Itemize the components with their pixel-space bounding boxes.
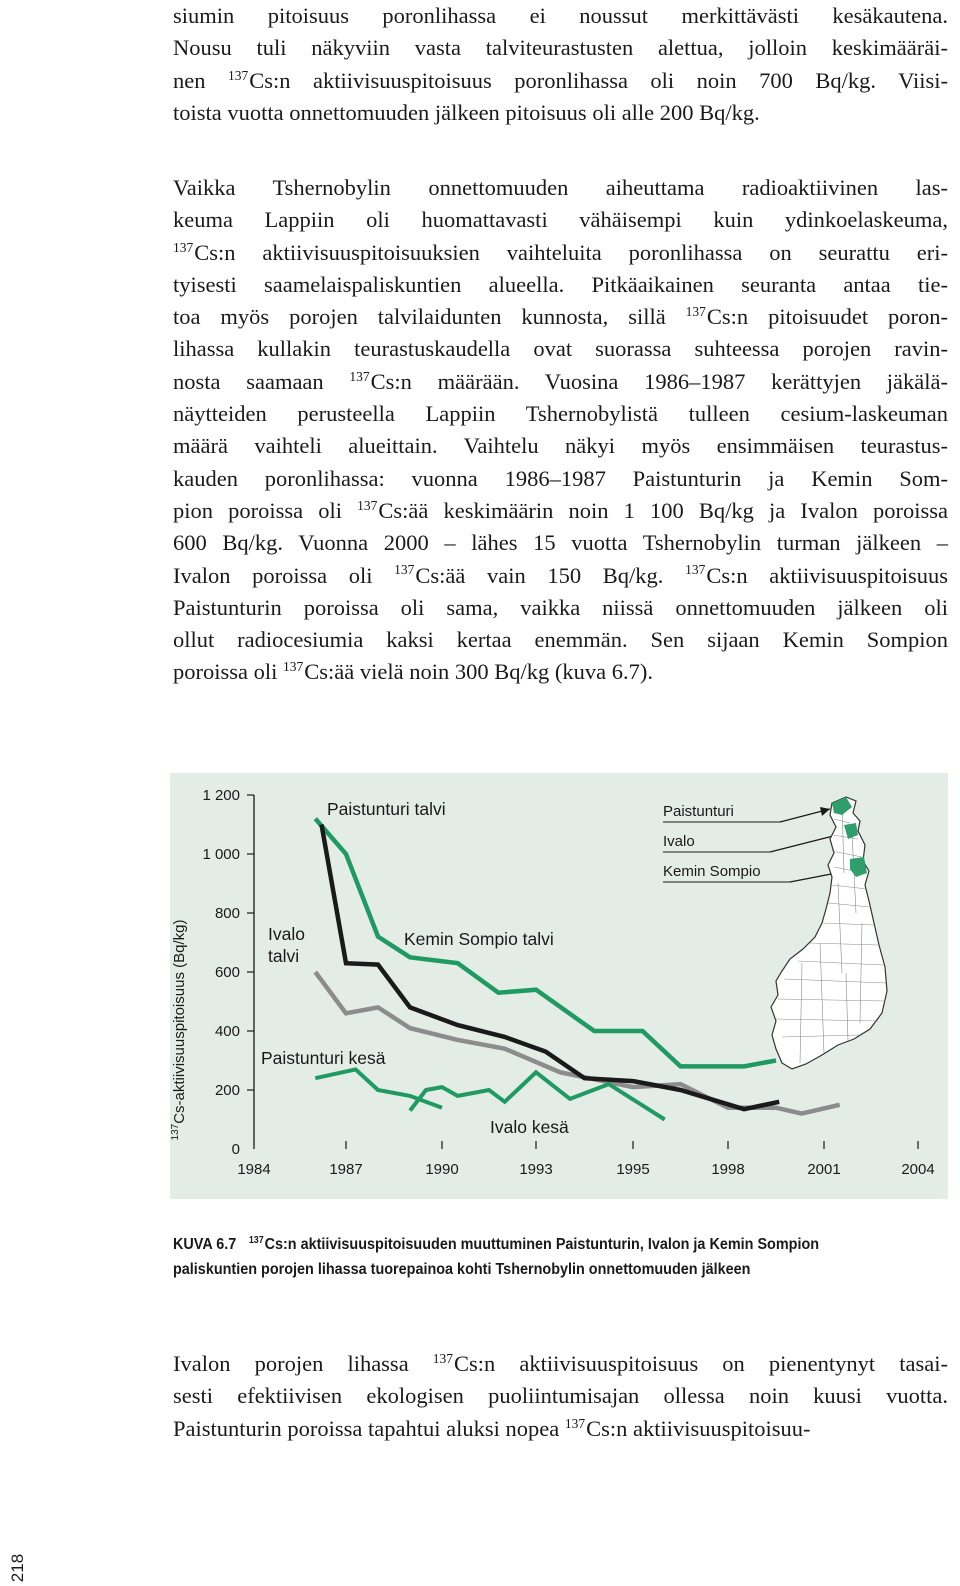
text-line bbox=[173, 527, 948, 559]
x-tick-label: 1990 bbox=[425, 1161, 459, 1178]
y-axis-label-sup: 137 bbox=[170, 1123, 181, 1141]
text-line bbox=[173, 1380, 948, 1412]
x-tick-label: 1998 bbox=[711, 1161, 745, 1178]
label-ivalo-talvi-1: Ivalo bbox=[268, 924, 305, 944]
y-axis-label bbox=[170, 920, 188, 1141]
text-run: Cs:n aktiivisuuspitoisuus on pienentynyt tasai- bbox=[454, 1351, 948, 1376]
isotope-superscript: 137 bbox=[685, 304, 706, 320]
text-run: kauden poronlihassa: vuonna 1986–1987 Paistunturin ja Kemin Som- bbox=[173, 465, 948, 491]
caption-text-1: Cs:n aktiivisuuspitoisuuden muuttuminen Paistunturin, Ivalon ja Kemin Sompion bbox=[264, 1236, 820, 1253]
text-run: Cs:n aktiivisuuspitoisuu- bbox=[586, 1415, 811, 1441]
text-run: Ivalon porojen lihassa bbox=[173, 1351, 433, 1376]
x-tick-label: 2001 bbox=[807, 1161, 841, 1178]
text-run: Paistunturin poroissa oli sama, vaikka niissä onnettomuuden jälkeen oli bbox=[173, 594, 948, 620]
text-run: ollut radiocesiumia kaksi kertaa enemmän. Sen sijaan Kemin Sompion bbox=[173, 627, 948, 653]
page-number bbox=[0, 1540, 38, 1586]
text-line bbox=[173, 398, 948, 430]
label-ivalo-kesa: Ivalo kesä bbox=[490, 1117, 569, 1137]
text-run: Vaikka Tshernobylin onnettomuuden aiheuttama radioaktiivinen las- bbox=[173, 175, 948, 200]
text-line bbox=[173, 656, 948, 688]
caption-figure-number: KUVA 6.7 bbox=[173, 1236, 237, 1253]
label-ivalo-talvi-2: talvi bbox=[268, 946, 300, 966]
text-run: Paistunturin poroissa tapahtui aluksi nopea bbox=[173, 1415, 565, 1441]
text-line bbox=[173, 592, 948, 624]
text-line bbox=[173, 0, 948, 32]
text-line bbox=[173, 32, 948, 64]
text-run: Cs:n aktiivisuuspitoisuus poronlihassa oli noin 700 Bq/kg. Viisi- bbox=[249, 67, 948, 93]
y-axis-label-text: Cs-aktiivisuuspitoisuus (Bq/kg) bbox=[171, 919, 188, 1124]
y-tick-label: 200 bbox=[214, 1082, 240, 1099]
text-run: pion poroissa oli bbox=[173, 497, 358, 523]
text-run: nosta saamaan bbox=[173, 368, 350, 394]
caption-line-1 bbox=[173, 1232, 866, 1257]
text-line bbox=[173, 463, 948, 495]
x-tick-label: 1995 bbox=[616, 1161, 650, 1178]
text-run: toa myös porojen talvilaidunten kunnosta, sillä bbox=[173, 304, 686, 330]
text-line bbox=[173, 97, 948, 129]
finland-outline bbox=[771, 797, 887, 1069]
text-line bbox=[173, 366, 948, 398]
y-axis bbox=[202, 787, 254, 1158]
isotope-superscript: 137 bbox=[564, 1415, 586, 1431]
text-run: tyisesti saamelaispaliskuntien alueella. Pitkäaikainen seuranta antaa tie- bbox=[173, 271, 948, 297]
caption-line-2: paliskuntien porojen lihassa tuorepainoa kohti Tshernobylin onnettomuuden jälkeen bbox=[173, 1261, 751, 1278]
finland-map bbox=[771, 797, 887, 1069]
text-run: Cs:n aktiivisuuspitoisuuksien vaihteluita poronlihassa on seurattu eri- bbox=[194, 239, 948, 265]
text-line bbox=[173, 1348, 948, 1380]
text-run: Cs:ää vain 150 Bq/kg. bbox=[415, 562, 686, 588]
caption-isotope-mass: 137 bbox=[248, 1235, 264, 1247]
paragraph-intro bbox=[173, 0, 948, 129]
text-line bbox=[173, 333, 948, 365]
text-line bbox=[173, 237, 948, 269]
text-run: 600 Bq/kg. Vuonna 2000 – lähes 15 vuotta Tshernobylin turman jälkeen – bbox=[173, 530, 948, 556]
y-tick-label: 0 bbox=[231, 1141, 240, 1158]
text-line bbox=[173, 65, 948, 97]
y-tick-label: 800 bbox=[214, 905, 240, 922]
series-line-paistunturi-kes- bbox=[315, 1069, 442, 1107]
isotope-superscript: 137 bbox=[173, 239, 194, 255]
isotope-superscript: 137 bbox=[432, 1350, 454, 1366]
page-number-text: 218 bbox=[8, 1553, 28, 1583]
text-line bbox=[173, 560, 948, 592]
y-tick-label: 1 000 bbox=[202, 846, 240, 863]
map-legend-ivalo: Ivalo bbox=[663, 833, 695, 850]
y-tick-label: 400 bbox=[214, 1023, 240, 1040]
text-run: näytteiden perusteella Lappiin Tshernobylistä tulleen cesium-laskeuman bbox=[173, 401, 948, 427]
x-tick-label: 1987 bbox=[329, 1161, 363, 1178]
text-line bbox=[173, 1413, 948, 1445]
series-lines bbox=[315, 819, 839, 1120]
text-line bbox=[173, 269, 948, 301]
text-run: toista vuotta onnettomuuden jälkeen pitoisuus oli alle 200 Bq/kg. bbox=[173, 99, 760, 125]
text-run: Cs:ää keskimäärin noin 1 100 Bq/kg ja Ivalon poroissa bbox=[378, 497, 948, 523]
arrowhead-paistunturi bbox=[820, 807, 830, 816]
x-tick-label: 2004 bbox=[901, 1161, 935, 1178]
map-legend-kemin-sompio: Kemin Sompio bbox=[663, 863, 761, 880]
text-run: Nousu tuli näkyviin vasta talviteurastusten alettua, jolloin keskimääräi- bbox=[173, 35, 948, 61]
x-tick-label: 1984 bbox=[237, 1161, 271, 1178]
paragraph-ivalo-decline bbox=[173, 1348, 948, 1445]
label-paistunturi-kesa: Paistunturi kesä bbox=[261, 1048, 386, 1068]
text-line bbox=[173, 172, 948, 204]
isotope-superscript: 137 bbox=[357, 497, 378, 513]
text-run: Cs:ää vielä noin 300 Bq/kg (kuva 6.7). bbox=[304, 659, 653, 685]
text-line bbox=[173, 301, 948, 333]
text-run: Cs:n aktiivisuuspitoisuus bbox=[706, 562, 949, 588]
paragraph-monitoring bbox=[173, 172, 948, 689]
label-kemin-sompio-talvi: Kemin Sompio talvi bbox=[404, 929, 554, 949]
text-line bbox=[173, 495, 948, 527]
text-run: Ivalon poroissa oli bbox=[173, 562, 395, 588]
isotope-superscript: 137 bbox=[349, 368, 370, 384]
text-line bbox=[173, 624, 948, 656]
x-tick-label: 1993 bbox=[519, 1161, 553, 1178]
text-line bbox=[173, 204, 948, 236]
figure-caption bbox=[173, 1232, 866, 1282]
text-line bbox=[173, 430, 948, 462]
text-run: määrä vaihteli alueittain. Vaihtelu näkyi myös ensimmäisen teurastus- bbox=[173, 433, 948, 459]
map-legend-paistunturi: Paistunturi bbox=[663, 803, 734, 820]
chart-cs137-reindeer bbox=[170, 773, 948, 1199]
isotope-superscript: 137 bbox=[227, 67, 249, 83]
y-tick-label: 600 bbox=[214, 964, 240, 981]
text-run: Cs:n pitoisuudet poron- bbox=[706, 304, 948, 330]
text-run: poroissa oli bbox=[173, 659, 283, 685]
text-run: sesti efektiivisen ekologisen puoliintumisajan ollessa noin kuusi vuotta. bbox=[173, 1383, 948, 1409]
x-axis bbox=[237, 1141, 934, 1178]
isotope-superscript: 137 bbox=[685, 562, 706, 578]
y-tick-label: 1 200 bbox=[202, 787, 240, 804]
text-run: keuma Lappiin oli huomattavasti vähäisempi kuin ydinkoelaskeuma, bbox=[173, 207, 948, 233]
text-run: siumin pitoisuus poronlihassa ei noussut merkittävästi kesäkautena. bbox=[173, 3, 948, 28]
isotope-superscript: 137 bbox=[283, 659, 304, 675]
label-paistunturi-talvi: Paistunturi talvi bbox=[327, 799, 446, 819]
text-run: nen bbox=[173, 67, 228, 93]
figure-6-7 bbox=[170, 773, 948, 1199]
text-run: lihassa kullakin teurastuskaudella ovat suorassa suhteessa porojen ravin- bbox=[173, 336, 948, 362]
map-legend bbox=[663, 803, 857, 882]
isotope-superscript: 137 bbox=[394, 562, 415, 578]
text-run: Cs:n määrään. Vuosina 1986–1987 kerättyjen jäkälä- bbox=[370, 368, 948, 394]
